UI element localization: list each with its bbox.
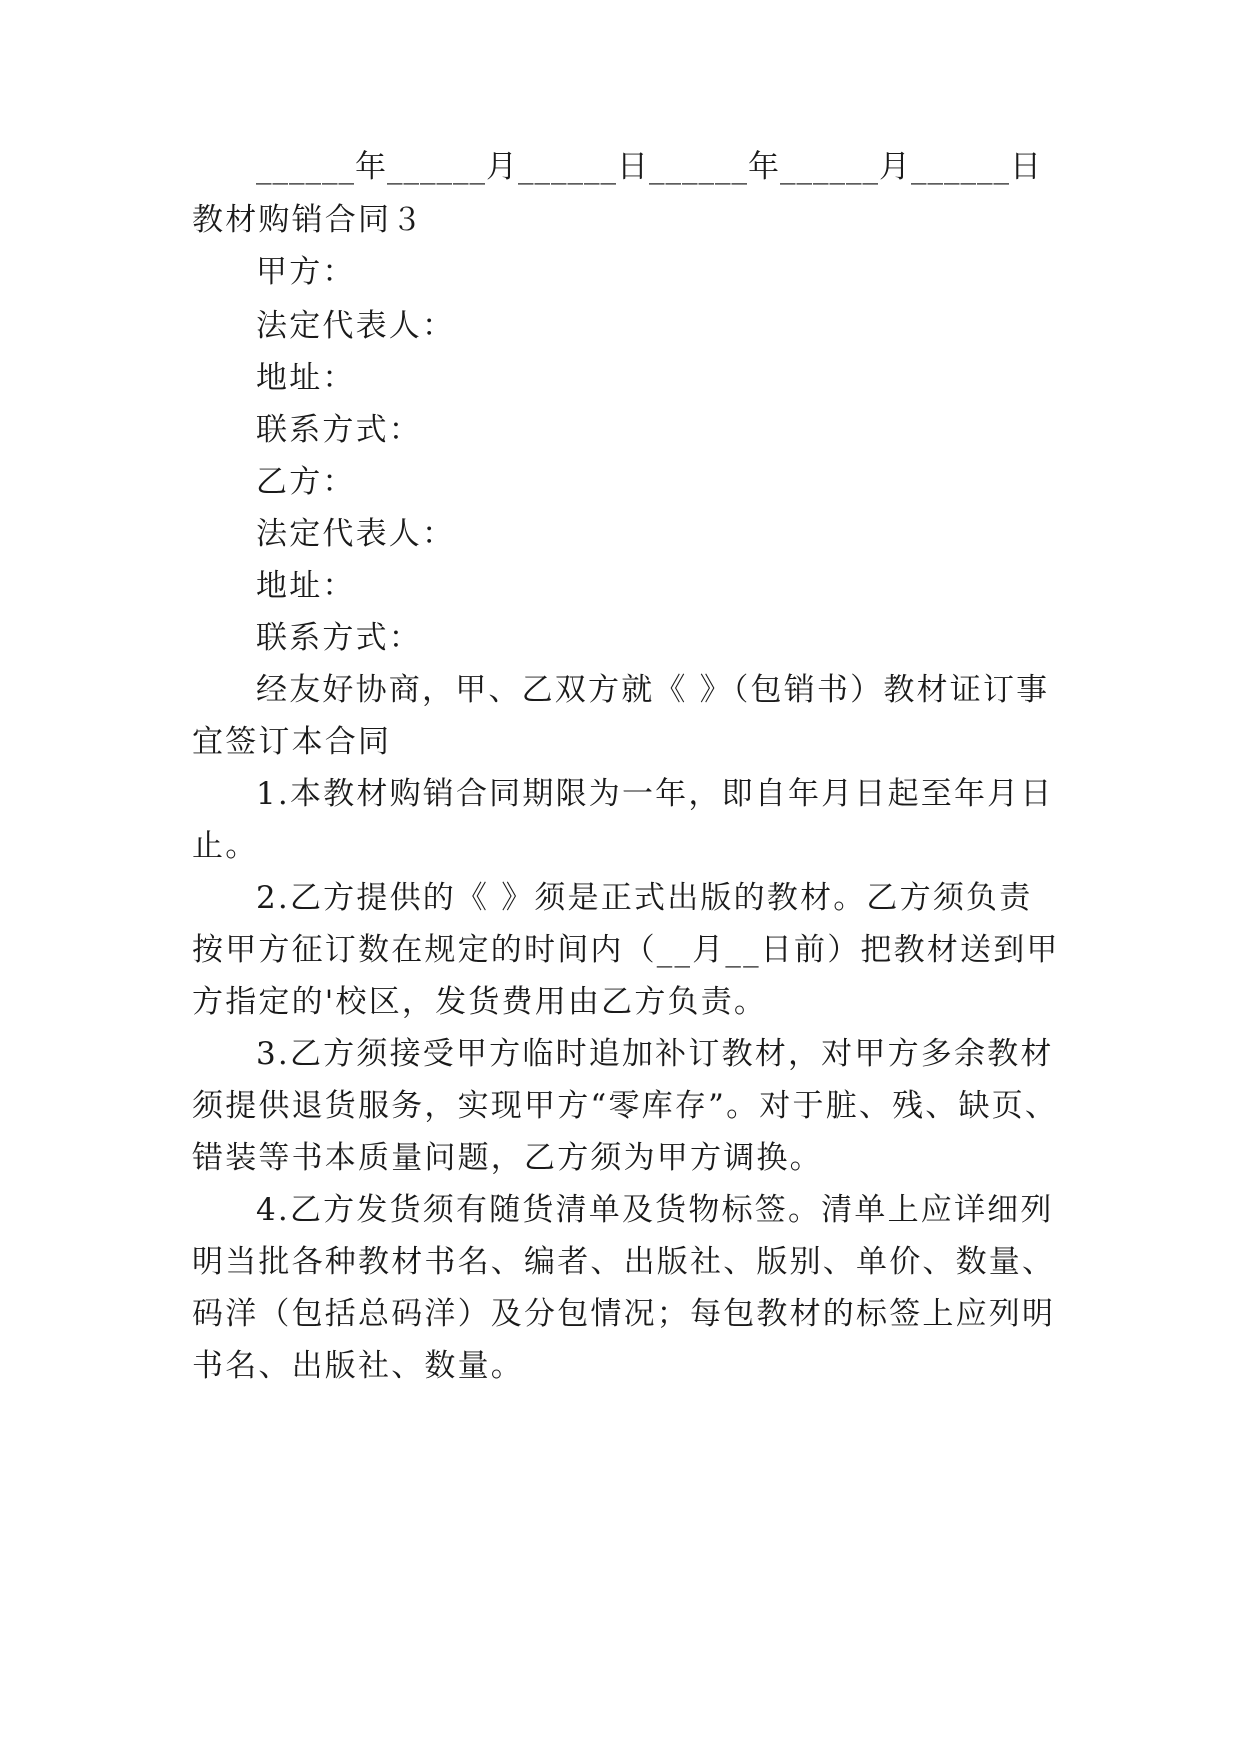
clause-2-line-1: 2.乙方提供的《 》须是正式出版的教材。乙方须负责 (256, 880, 1033, 916)
party-b-address: 地址： (256, 568, 356, 604)
intro-line-1: 经友好协商，甲、乙双方就《 》（包销书）教材证订事 (256, 672, 1050, 708)
clause-4-line-1: 4.乙方发货须有随货清单及货物标签。清单上应详细列 (256, 1192, 1054, 1228)
party-b-label: 乙方： (256, 464, 356, 500)
clause-4-line-4: 书名、出版社、数量。 (192, 1348, 524, 1384)
clause-1-line-2: 止。 (192, 828, 259, 864)
clause-1-line-1: 1.本教材购销合同期限为一年，即自年月日起至年月日 (256, 776, 1054, 812)
date-line: ______年______月______日______年______月______日 (256, 149, 1042, 185)
party-a-label: 甲方： (256, 254, 356, 290)
party-a-contact: 联系方式： (256, 412, 422, 448)
party-b-rep: 法定代表人： (256, 516, 456, 552)
party-b-contact: 联系方式： (256, 620, 422, 656)
clause-2-line-2: 按甲方征订数在规定的时间内（__月__日前）把教材送到甲 (192, 932, 1060, 968)
party-a-rep: 法定代表人： (256, 308, 456, 344)
intro-line-2: 宜签订本合同 (192, 724, 392, 760)
clause-4-line-3: 码洋（包括总码洋）及分包情况；每包教材的标签上应列明 (192, 1296, 1056, 1332)
clause-3-line-3: 错装等书本质量问题，乙方须为甲方调换。 (192, 1140, 823, 1176)
party-a-address: 地址： (256, 360, 356, 396)
clause-2-line-3: 方指定的'校区，发货费用由乙方负责。 (192, 984, 768, 1020)
contract-title: 教材购销合同３ (192, 202, 425, 238)
clause-4-line-2: 明当批各种教材书名、编者、出版社、版别、单价、数量、 (192, 1244, 1056, 1280)
clause-3-line-2: 须提供退货服务，实现甲方“零库存”。对于脏、残、缺页、 (192, 1088, 1059, 1124)
clause-3-line-1: 3.乙方须接受甲方临时追加补订教材，对甲方多余教材 (256, 1036, 1054, 1072)
